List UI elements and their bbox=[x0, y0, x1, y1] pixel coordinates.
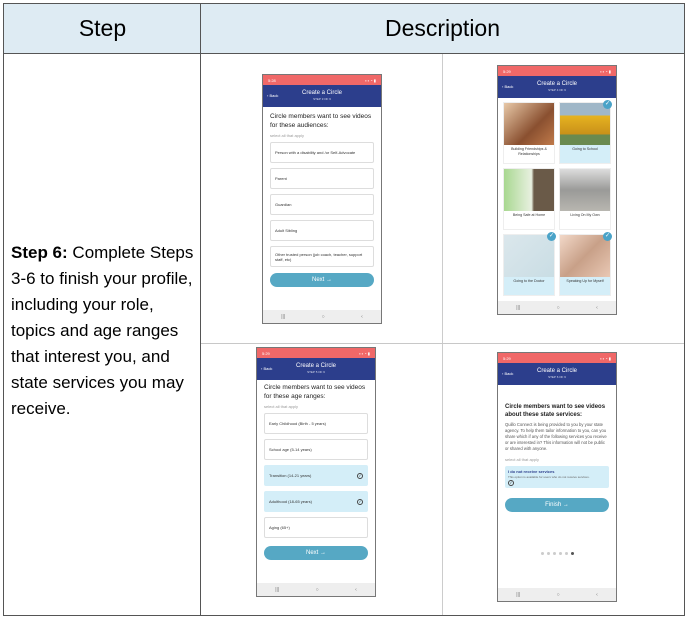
topic-card[interactable] bbox=[503, 234, 555, 296]
divider bbox=[201, 343, 684, 344]
back-button[interactable]: ‹ Back bbox=[261, 366, 273, 371]
status-icons: ▪ ▪ ◔ ▮ bbox=[365, 78, 376, 83]
page-dot bbox=[571, 552, 574, 555]
option-label: Other trusted person (job coach, teacher, support staff, etc) bbox=[275, 251, 363, 262]
step-body: Complete Steps 3-6 to finish your profile, including your role, topics and age ranges that interest you, and state services you may receive. bbox=[11, 243, 194, 418]
status-bar bbox=[498, 353, 616, 363]
time: 5:29 bbox=[503, 69, 511, 74]
recents-icon[interactable]: ||| bbox=[281, 313, 286, 320]
topic-card[interactable] bbox=[503, 102, 555, 164]
finish-button[interactable]: Finish → bbox=[505, 498, 609, 512]
option-title: I do not receive services bbox=[508, 469, 555, 474]
topic-image bbox=[504, 169, 554, 211]
home-icon[interactable]: ○ bbox=[321, 313, 325, 320]
recents-icon[interactable]: ||| bbox=[275, 586, 280, 593]
option[interactable] bbox=[270, 142, 374, 163]
page-indicator bbox=[505, 552, 609, 555]
check-icon: ✓ bbox=[509, 480, 513, 485]
topic-label: Going to the Doctor bbox=[513, 279, 545, 283]
recents-icon[interactable]: ||| bbox=[516, 304, 521, 311]
option-label: School age (5-14 years) bbox=[269, 447, 312, 452]
topic-image bbox=[504, 235, 554, 277]
description: Quillo Connect is being provided to you by your state agency. To help them tailor information to you, can you share which if any of the following services you receive or are interested in? This information will not be public or shared with anyone. bbox=[505, 422, 607, 451]
check-badge-icon: ✓ bbox=[604, 233, 611, 239]
back-icon[interactable]: ‹ bbox=[355, 586, 357, 593]
check-icon: ✓ bbox=[358, 472, 362, 478]
step-description bbox=[11, 240, 201, 422]
option-label: Early Childhood (Birth - 5 years) bbox=[269, 421, 326, 426]
divider bbox=[442, 54, 443, 615]
nav-title: Create a Circle bbox=[295, 363, 336, 369]
back-icon[interactable]: ‹ bbox=[596, 591, 598, 598]
topic-image bbox=[560, 169, 610, 211]
nav-bar bbox=[257, 358, 375, 380]
phone-screen-age-ranges bbox=[256, 347, 376, 597]
option-no-services[interactable] bbox=[505, 466, 609, 488]
header-step: Step bbox=[4, 4, 201, 54]
option[interactable] bbox=[270, 220, 374, 241]
topic-image bbox=[560, 103, 610, 145]
android-nav bbox=[498, 301, 616, 314]
check-icon: ✓ bbox=[358, 498, 362, 504]
phone-screen-topics bbox=[497, 65, 617, 315]
question: Circle members want to see videos for these audiences: bbox=[270, 113, 372, 129]
status-icons: ▪ ▪ ◔ ▮ bbox=[359, 351, 370, 356]
question: Circle members want to see videos about these state services: bbox=[505, 404, 606, 418]
topic-label: Building Friendships & Relationships bbox=[511, 147, 547, 156]
option-label: Aging (65+) bbox=[269, 525, 290, 530]
back-label: Back bbox=[504, 371, 514, 376]
back-icon[interactable]: ‹ bbox=[596, 304, 598, 311]
age-option[interactable] bbox=[264, 491, 368, 512]
topic-card[interactable] bbox=[559, 234, 611, 296]
option-label: Adulthood (18-65 years) bbox=[269, 499, 312, 504]
age-option[interactable] bbox=[264, 517, 368, 538]
time: 5:29 bbox=[262, 351, 270, 356]
topic-label: Going to School bbox=[572, 147, 598, 151]
recents-icon[interactable]: ||| bbox=[516, 591, 521, 598]
home-icon[interactable]: ○ bbox=[315, 586, 319, 593]
option-subtitle: This option is available for users who do not receive services. bbox=[508, 475, 590, 479]
next-button[interactable]: Next → bbox=[264, 546, 368, 560]
android-nav bbox=[257, 583, 375, 596]
topic-card[interactable] bbox=[559, 102, 611, 164]
time: 5:29 bbox=[503, 356, 511, 361]
topic-label: Being Safe at Home bbox=[512, 213, 546, 217]
time: 5:28 bbox=[268, 78, 276, 83]
age-option[interactable] bbox=[264, 465, 368, 486]
age-option[interactable] bbox=[264, 413, 368, 434]
back-label: Back bbox=[504, 84, 514, 89]
back-button[interactable]: ‹ Back bbox=[502, 371, 514, 376]
topic-label: Living On My Own bbox=[570, 213, 600, 217]
option[interactable] bbox=[270, 194, 374, 215]
nav-bar bbox=[263, 85, 381, 107]
back-button[interactable]: ‹ Back bbox=[267, 93, 279, 98]
select-hint: select all that apply bbox=[505, 457, 540, 462]
phone-screen-state-services bbox=[497, 352, 617, 602]
page-dot bbox=[547, 552, 550, 555]
option-label: Parent bbox=[275, 176, 287, 181]
status-bar bbox=[257, 348, 375, 358]
option-label: Guardian bbox=[275, 202, 292, 207]
status-bar bbox=[498, 66, 616, 76]
option-label: Adult Sibling bbox=[275, 228, 298, 233]
step-indicator: STEP 5 OF 6 bbox=[307, 370, 325, 374]
topic-label: Speaking Up for Myself bbox=[566, 279, 604, 283]
step-indicator: STEP 4 OF 6 bbox=[548, 88, 566, 92]
topic-card[interactable] bbox=[503, 168, 555, 230]
check-badge-icon: ✓ bbox=[548, 233, 555, 239]
back-button[interactable]: ‹ Back bbox=[502, 84, 514, 89]
status-icons: ▪ ▪ ◔ ▮ bbox=[600, 356, 611, 361]
select-hint: select all that apply bbox=[264, 404, 299, 409]
back-label: Back bbox=[269, 93, 279, 98]
page-dot bbox=[559, 552, 562, 555]
header-description: Description bbox=[201, 4, 684, 54]
nav-bar bbox=[498, 363, 616, 385]
back-label: Back bbox=[263, 366, 273, 371]
status-bar bbox=[263, 75, 381, 85]
age-option[interactable] bbox=[264, 439, 368, 460]
step-indicator: STEP 6 OF 6 bbox=[548, 375, 566, 379]
nav-title: Create a Circle bbox=[536, 81, 577, 87]
step-label: Step 6: bbox=[11, 243, 68, 262]
check-badge-icon: ✓ bbox=[604, 101, 611, 107]
select-hint: select all that apply bbox=[270, 133, 305, 138]
nav-title: Create a Circle bbox=[301, 90, 342, 96]
option[interactable] bbox=[270, 246, 374, 267]
option[interactable] bbox=[270, 168, 374, 189]
page-dot bbox=[565, 552, 568, 555]
topic-image bbox=[560, 235, 610, 277]
home-icon[interactable]: ○ bbox=[556, 591, 560, 598]
topic-card[interactable] bbox=[559, 168, 611, 230]
home-icon[interactable]: ○ bbox=[556, 304, 560, 311]
android-nav bbox=[263, 310, 381, 323]
nav-bar bbox=[498, 76, 616, 98]
page-dot bbox=[553, 552, 556, 555]
page-dot bbox=[541, 552, 544, 555]
back-icon[interactable]: ‹ bbox=[361, 313, 363, 320]
status-icons: ▪ ▪ ◔ ▮ bbox=[600, 69, 611, 74]
phone-screen-audiences bbox=[262, 74, 382, 324]
nav-title: Create a Circle bbox=[536, 368, 577, 374]
option-label: Person with a disability and /or Self-Advocate bbox=[275, 150, 356, 155]
step-indicator: STEP 3 OF 6 bbox=[313, 97, 331, 101]
next-button[interactable]: Next → bbox=[270, 273, 374, 287]
topic-image bbox=[504, 103, 554, 145]
android-nav bbox=[498, 588, 616, 601]
question: Circle members want to see videos for these age ranges: bbox=[264, 384, 366, 400]
option-label: Transition (14-21 years) bbox=[269, 473, 312, 478]
topic-grid bbox=[498, 98, 616, 300]
